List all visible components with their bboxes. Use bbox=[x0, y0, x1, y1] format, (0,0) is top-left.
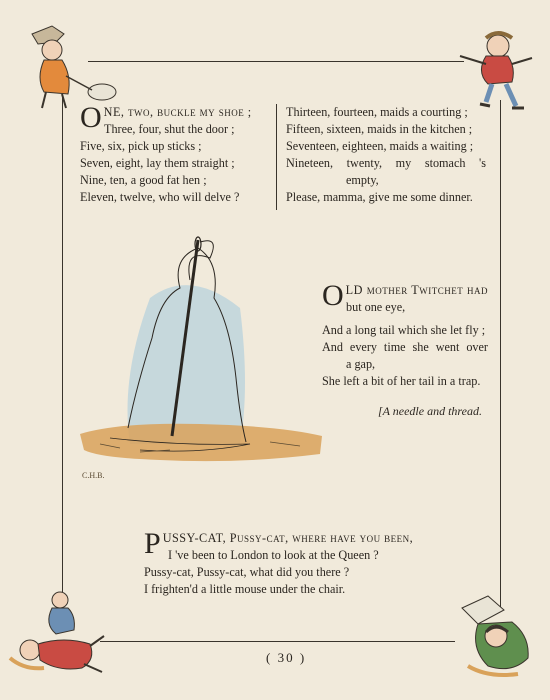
illustrator-signature: C.H.B. bbox=[82, 471, 105, 480]
fallen-children-corner-illustration bbox=[4, 584, 112, 678]
rhyme-line: Seventeen, eighteen, maids a waiting ; bbox=[286, 139, 474, 153]
riddle-line: but one eye, bbox=[346, 300, 406, 314]
counting-rhyme-left-column bbox=[80, 101, 268, 206]
drop-cap-o: O bbox=[322, 279, 344, 312]
rhyme-line: ONE, two, buckle my shoe ; bbox=[80, 101, 252, 134]
reading-boy-corner-illustration bbox=[448, 588, 540, 680]
drop-cap-o: O bbox=[80, 101, 102, 134]
rhyme-line: Eleven, twelve, who will delve ? bbox=[80, 190, 240, 204]
rhyme-line: empty, bbox=[346, 173, 379, 187]
frame-left-line bbox=[62, 88, 63, 603]
counting-rhyme-right-column bbox=[286, 104, 486, 206]
rhyme-line: Please, mamma, give me some dinner. bbox=[286, 190, 473, 204]
rhyme-line: Thirteen, fourteen, maids a courting ; bbox=[286, 105, 468, 119]
pussy-cat-line: I 've been to London to look at the Queen ? bbox=[168, 548, 379, 562]
pussy-cat-line: I frighten'd a little mouse under the chair. bbox=[144, 582, 346, 596]
pussy-cat-line: Pussy-cat, Pussy-cat, what did you there ? bbox=[144, 565, 350, 579]
riddle-answer: [A needle and thread. bbox=[378, 404, 482, 418]
riddle-poem bbox=[322, 279, 488, 390]
rhyme-line: Fifteen, sixteen, maids in the kitchen ; bbox=[286, 122, 473, 136]
rhyme-line: Seven, eight, lay them straight ; bbox=[80, 156, 235, 170]
riddle-line: And a long tail which she let fly ; bbox=[322, 323, 486, 337]
frame-top-line bbox=[88, 61, 464, 62]
needle-and-thread-illustration bbox=[80, 228, 330, 484]
pussy-cat-line: PUSSY-CAT, Pussy-cat, where have you been, bbox=[144, 527, 414, 560]
rhyme-line: Nineteen, twenty, my stomach 's bbox=[286, 156, 486, 170]
riddle-line: a gap, bbox=[346, 357, 376, 371]
rhyme-line: Nine, ten, a good fat hen ; bbox=[80, 173, 207, 187]
rhyme-line: Three, four, shut the door ; bbox=[104, 122, 235, 136]
rhyme-line: Five, six, pick up sticks ; bbox=[80, 139, 202, 153]
page-number: ( 30 ) bbox=[266, 650, 307, 665]
frame-right-line bbox=[500, 100, 501, 608]
frame-bottom-line bbox=[100, 641, 455, 642]
riddle-line: OLD mother Twitchet had bbox=[322, 279, 488, 312]
pussy-cat-poem bbox=[144, 527, 444, 598]
column-divider bbox=[276, 104, 277, 210]
boy-with-fan-corner-illustration bbox=[22, 20, 120, 112]
running-boy-corner-illustration bbox=[446, 28, 538, 114]
riddle-line: She left a bit of her tail in a trap. bbox=[322, 374, 481, 388]
drop-cap-p: P bbox=[144, 527, 161, 560]
riddle-line: And every time she went over bbox=[322, 340, 488, 354]
